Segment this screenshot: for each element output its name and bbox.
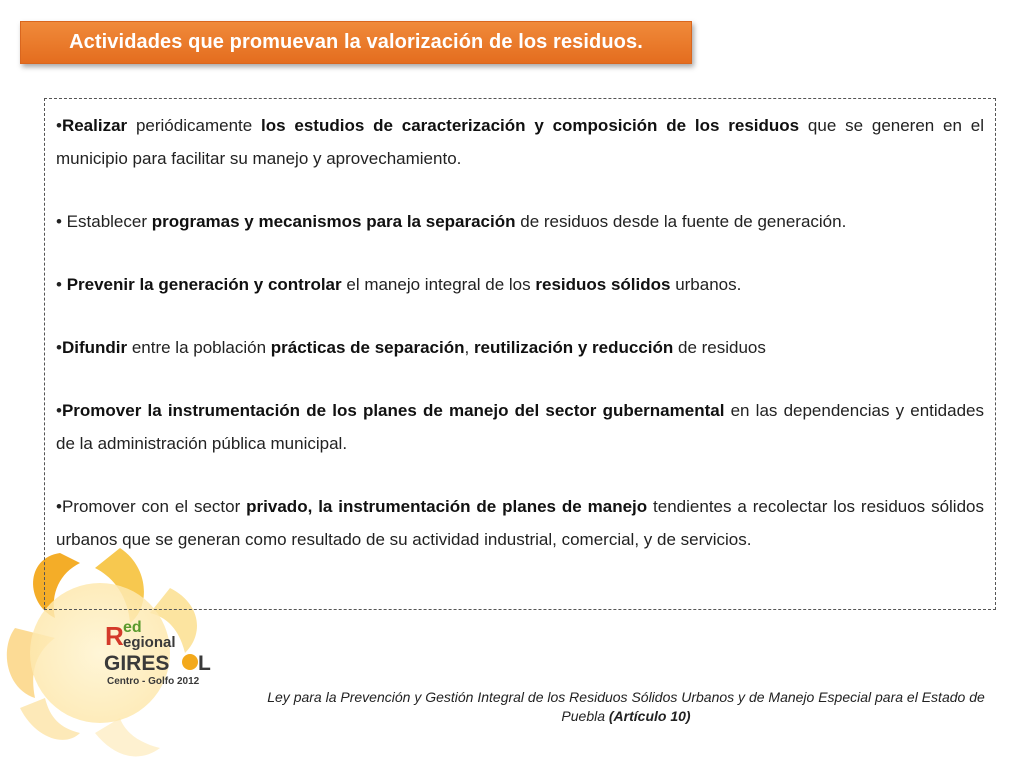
activities-list-box	[44, 98, 996, 610]
logo-text-l: L	[198, 652, 211, 675]
bullet-item: • Establecer programas y mecanismos para la separación de residuos desde la fuente de generación.	[56, 212, 847, 231]
bullet-item: •Promover la instrumentación de los planes de manejo del sector gubernamental en las dependencias y entidades de la administración pública municipal.	[56, 401, 984, 453]
slide-title: Actividades que promuevan la valorización de los residuos.	[69, 31, 643, 53]
logo-text-giresol: GIRES	[104, 652, 170, 675]
bullet-item: •Realizar periódicamente los estudios de caracterización y composición de los residuos que se generen en el municipio para facilitar su manejo y aprovechamiento.	[56, 116, 985, 168]
legal-citation: Ley para la Prevención y Gestión Integral de los Residuos Sólidos Urbanos y de Manejo Especial para el Estado de Puebla (Artículo 10)	[267, 689, 985, 724]
bullet-item: •Difundir entre la población prácticas de separación, reutilización y reducción de residuos	[56, 338, 766, 357]
sun-o-icon	[182, 654, 198, 670]
logo-text-egional: egional	[123, 634, 176, 651]
bullet-item: •Promover con el sector privado, la instrumentación de planes de manejo tendientes a recolectar los residuos sólidos urbanos que se generan como resultado de su actividad industrial, comercial, y de servicios.	[56, 497, 984, 549]
slide-title-bar	[20, 21, 692, 64]
bullet-item: • Prevenir la generación y controlar el manejo integral de los residuos sólidos urbanos.	[56, 275, 742, 294]
logo-letter-r: R	[105, 621, 124, 651]
logo-subtitle: Centro - Golfo 2012	[107, 676, 200, 687]
article-reference: (Artículo 10)	[608, 708, 691, 724]
logo-text-ed: ed	[123, 619, 142, 636]
